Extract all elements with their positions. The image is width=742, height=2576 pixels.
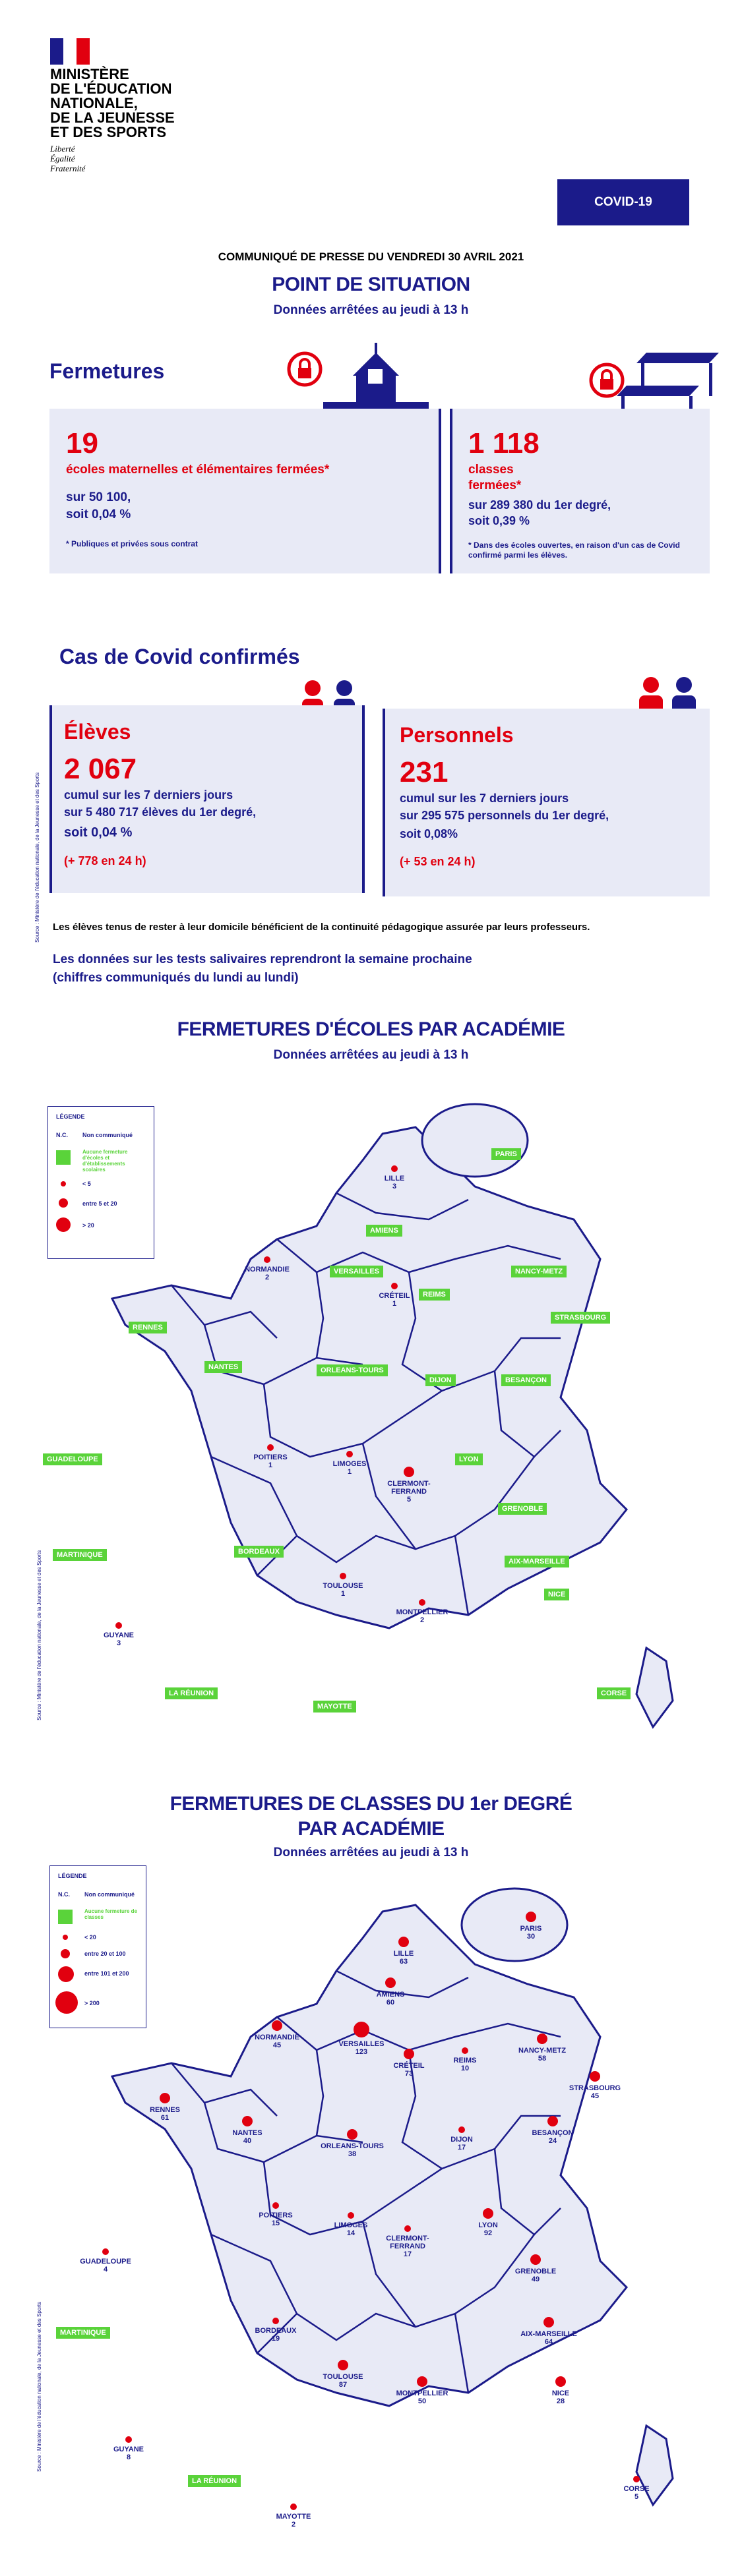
map2-subtitle: Données arrêtées au jeudi à 13 h	[273, 1846, 469, 1859]
map1-label-lille	[358, 1175, 431, 1190]
map2-value-paris: 30	[526, 1933, 536, 1941]
map2-name-toulouse: TOULOUSE	[323, 2373, 363, 2381]
map1-name-poitiers: POITIERS	[253, 1453, 288, 1461]
map2-label-guadeloupe	[69, 2258, 142, 2273]
fermetures-title: Fermetures	[49, 359, 165, 383]
map2-dot-lille	[398, 1937, 409, 1947]
map2-value-normandie: 45	[272, 2041, 282, 2049]
map2-name-nantes: NANTES	[232, 2129, 263, 2137]
map1-value-toulouse: 1	[340, 1590, 346, 1598]
map1-value-clermont-ferrand: 5	[406, 1496, 412, 1504]
map2-label-nice	[524, 2389, 597, 2405]
map2-dot-rennes	[160, 2093, 170, 2103]
map1-tag-paris: PARIS	[491, 1148, 521, 1160]
map1-tag-besancon: BESANÇON	[501, 1374, 551, 1386]
map2-dot-amiens	[385, 1977, 396, 1988]
map2-label-lyon	[452, 2221, 524, 2237]
tests-line2: (chiffres communiqués du lundi au lundi)	[53, 971, 299, 985]
map2-name-dijon: DIJON	[450, 2136, 473, 2144]
classes-panel	[452, 409, 710, 573]
source-note-2: Source : Ministère de l'éducation nationale, de la Jeunesse et des Sports	[36, 1550, 42, 1720]
map2-name-guyane: GUYANE	[113, 2445, 144, 2453]
map2-label-rennes	[129, 2106, 201, 2122]
map2-label-grenoble	[499, 2268, 572, 2283]
map1-tag-la-reunion: LA RÉUNION	[165, 1687, 218, 1699]
map2-name-limoges: LIMOGES	[334, 2221, 368, 2229]
map2-title-line2: PAR ACADÉMIE	[297, 1818, 445, 1840]
map1-subtitle: Données arrêtées au jeudi à 13 h	[273, 1048, 469, 1062]
map2-label-strasbourg	[559, 2084, 631, 2100]
map2-value-poitiers: 15	[271, 2219, 280, 2227]
map2-name-grenoble: GRENOBLE	[514, 2268, 557, 2275]
map1-value-creteil: 1	[392, 1300, 397, 1308]
map1-dot-toulouse	[340, 1573, 346, 1579]
map2-value-reims: 10	[460, 2064, 470, 2072]
map2-dot-versailles	[354, 2022, 369, 2037]
map2-label-normandie	[241, 2034, 313, 2049]
map2-label-dijon	[425, 2136, 498, 2152]
map2-value-aix-marseille: 64	[544, 2338, 553, 2346]
continuite-note: Les élèves tenus de rester à leur domicile bénéficient de la continuité pédagogique assurée par leurs professeurs.	[53, 922, 590, 933]
map2-dot-besancon	[547, 2116, 558, 2126]
map2-value-guadeloupe: 4	[103, 2266, 108, 2273]
map1-tag-nice: NICE	[544, 1589, 569, 1600]
map1-label-montpellier	[386, 1608, 458, 1624]
map2-name-bordeaux: BORDEAUX	[255, 2327, 297, 2335]
map1-name-creteil: CRÉTEIL	[379, 1292, 410, 1300]
map2-value-creteil: 73	[404, 2070, 414, 2078]
map2-value-strasbourg: 45	[590, 2092, 600, 2100]
personnels-line1: cumul sur les 7 derniers jours	[400, 792, 569, 805]
map2-name-normandie: NORMANDIE	[255, 2034, 299, 2041]
map2-value-grenoble: 49	[531, 2275, 540, 2283]
personnels-count: 231	[400, 756, 448, 788]
map2-tag-martinique: MARTINIQUE	[56, 2327, 110, 2339]
map2-title-line1: FERMETURES DE CLASSES DU 1er DEGRÉ	[170, 1793, 572, 1815]
map2-tag-la-reunion: LA RÉUNION	[188, 2475, 241, 2487]
map1-dot-normandie	[264, 1256, 270, 1263]
map2-name-versailles: VERSAILLES	[338, 2040, 385, 2048]
classes-line2: soit 0,39 %	[468, 514, 530, 527]
map2-dot-orleans-tours	[347, 2129, 357, 2140]
map2-dot-guyane	[125, 2436, 132, 2443]
map1-label-normandie	[231, 1266, 303, 1281]
map2-dot-clermont-ferrand	[404, 2225, 411, 2232]
map2-value-clermont-ferrand: 17	[403, 2250, 412, 2258]
map2-label-montpellier	[386, 2389, 458, 2405]
map2-name-creteil: CRÉTEIL	[393, 2062, 425, 2070]
eleves-line2: sur 5 480 717 élèves du 1er degré,	[64, 805, 257, 819]
map1-title: FERMETURES D'ÉCOLES PAR ACADÉMIE	[177, 1018, 565, 1040]
map1-value-limoges: 1	[347, 1468, 352, 1476]
ecoles-line2: soit 0,04 %	[66, 508, 131, 521]
map2-value-limoges: 14	[346, 2229, 356, 2237]
map2-name-corse: CORSE	[623, 2485, 650, 2493]
map2-dot-nancy-metz	[537, 2034, 547, 2044]
map2-label-versailles	[325, 2040, 398, 2056]
map1-tag-nantes: NANTES	[204, 1361, 242, 1373]
map2-label-amiens	[354, 1991, 427, 2006]
map1-tag-rennes: RENNES	[129, 1322, 167, 1333]
map2-value-toulouse: 87	[338, 2381, 348, 2389]
map1-name-limoges: LIMOGES	[332, 1460, 367, 1468]
map2-value-nice: 28	[556, 2397, 565, 2405]
map2-name-rennes: RENNES	[150, 2106, 180, 2114]
map2-name-clermont-ferrand: CLERMONT-FERRAND	[386, 2235, 429, 2250]
map2-value-montpellier: 50	[417, 2397, 427, 2405]
map2-value-rennes: 61	[160, 2114, 170, 2122]
ecoles-note: * Publiques et privées sous contrat	[66, 539, 199, 548]
map2-name-poitiers: POITIERS	[259, 2211, 293, 2219]
map2-dot-normandie	[272, 2020, 282, 2031]
classes-label1: classes	[468, 463, 514, 477]
ecoles-label: écoles maternelles et élémentaires fermées*	[66, 463, 330, 477]
map2-dot-creteil	[404, 2049, 414, 2059]
map1-label-toulouse	[307, 1582, 379, 1598]
map1-dot-montpellier	[419, 1599, 425, 1606]
map2-dot-paris	[526, 1912, 536, 1922]
personnels-panel	[385, 709, 710, 896]
personnels-line2: sur 295 575 personnels du 1er degré,	[400, 809, 609, 822]
map2-value-lille: 63	[399, 1958, 408, 1966]
map1-tag-lyon: LYON	[455, 1453, 483, 1465]
map1-label-clermont-ferrand	[373, 1480, 445, 1504]
map2-name-strasbourg: STRASBOURG	[569, 2084, 621, 2092]
eleves-count: 2 067	[64, 753, 137, 785]
map2-dot-lyon	[483, 2208, 493, 2219]
map2-dot-grenoble	[530, 2254, 541, 2265]
map1-value-lille: 3	[392, 1183, 397, 1190]
map2-label-reims	[429, 2057, 501, 2072]
map1-name-guyane: GUYANE	[103, 1631, 135, 1639]
eleves-title: Élèves	[64, 720, 131, 744]
map1-label-limoges	[313, 1460, 386, 1476]
covid-badge: COVID-19	[557, 179, 689, 225]
map2-value-dijon: 17	[457, 2144, 466, 2152]
map2-value-orleans-tours: 38	[348, 2150, 357, 2158]
map1-value-normandie: 2	[264, 1273, 270, 1281]
map2-label-nantes	[211, 2129, 284, 2145]
ministry-motto: Liberté Égalité Fraternité	[50, 144, 86, 173]
map2-legend: LÉGENDE N.C. Non communiqué Aucune fermeture de classes < 20 entre 20 et 100 entre 101 et 200 > 200	[49, 1865, 146, 2028]
map2-dot-bordeaux	[272, 2318, 279, 2324]
eleves-panel-right-edge	[362, 705, 365, 893]
map1-tag-versailles: VERSAILLES	[330, 1266, 383, 1277]
map2-dot-reims	[462, 2047, 468, 2054]
map1-tag-bordeaux: BORDEAUX	[234, 1546, 284, 1558]
ministry-name: MINISTÈRE DE L'ÉDUCATION NATIONALE, DE LA JEUNESSE ET DES SPORTS	[50, 66, 175, 140]
eleves-delta: (+ 778 en 24 h)	[64, 854, 146, 867]
map1-tag-nancy-metz: NANCY-METZ	[511, 1266, 567, 1277]
map2-dot-aix-marseille	[543, 2317, 554, 2327]
map1-legend: LÉGENDE N.C. Non communiqué Aucune fermeture d'écoles et d'établissements scolaires < 5 entre 5 et 20 > 20	[47, 1106, 154, 1259]
map2-dot-dijon	[458, 2126, 465, 2133]
map2-name-aix-marseille: AIX-MARSEILLE	[520, 2330, 577, 2338]
map2-name-lille: LILLE	[393, 1950, 414, 1958]
map2-value-versailles: 123	[355, 2048, 368, 2056]
map2-name-mayotte: MAYOTTE	[276, 2513, 311, 2521]
map1-tag-mayotte: MAYOTTE	[313, 1701, 356, 1712]
map2-dot-nice	[555, 2376, 566, 2387]
map1-tag-reims: REIMS	[419, 1289, 450, 1301]
map2-value-guyane: 8	[126, 2453, 131, 2461]
map1-tag-strasbourg: STRASBOURG	[551, 1312, 610, 1324]
map2-label-paris	[495, 1925, 567, 1941]
flag-icon	[50, 38, 90, 65]
map2-dot-mayotte	[290, 2503, 297, 2510]
map1-name-normandie: NORMANDIE	[245, 1266, 290, 1273]
map2-dot-corse	[633, 2476, 640, 2482]
map2-label-lille	[367, 1950, 440, 1966]
point-subtitle: Données arrêtées au jeudi à 13 h	[273, 303, 469, 317]
map2-dot-guadeloupe	[102, 2248, 109, 2255]
communique-date: COMMUNIQUÉ DE PRESSE DU VENDREDI 30 AVRIL 2021	[218, 250, 524, 263]
map2-label-guyane	[92, 2445, 165, 2461]
map1-label-guyane	[82, 1631, 155, 1647]
map2-name-guadeloupe: GUADELOUPE	[80, 2258, 131, 2266]
map2-dot-montpellier	[417, 2376, 427, 2387]
map1-tag-guadeloupe: GUADELOUPE	[43, 1453, 102, 1465]
map2-value-lyon: 92	[483, 2229, 493, 2237]
cas-title: Cas de Covid confirmés	[59, 645, 300, 668]
ecoles-line1: sur 50 100,	[66, 490, 131, 504]
map2-label-orleans-tours	[316, 2142, 388, 2158]
eleves-line1: cumul sur les 7 derniers jours	[64, 788, 233, 802]
map1-tag-dijon: DIJON	[425, 1374, 456, 1386]
map1-name-clermont-ferrand: CLERMONT-FERRAND	[387, 1480, 431, 1496]
map2-label-toulouse	[307, 2373, 379, 2389]
map1-tag-orleans-tours: ORLEANS-TOURS	[317, 1364, 388, 1376]
map2-label-bordeaux	[239, 2327, 312, 2343]
map2-value-bordeaux: 19	[271, 2335, 280, 2343]
map2-dot-strasbourg	[590, 2071, 600, 2082]
map1-label-poitiers	[234, 1453, 307, 1469]
map2-name-nice: NICE	[551, 2389, 570, 2397]
map2-value-amiens: 60	[386, 1999, 395, 2006]
map1-dot-creteil	[391, 1283, 398, 1289]
classes-label2: fermées*	[468, 479, 522, 492]
map2-label-mayotte	[257, 2513, 330, 2529]
map2-label-poitiers	[239, 2211, 312, 2227]
map2-dot-poitiers	[272, 2202, 279, 2209]
map1-dot-clermont-ferrand	[404, 1467, 414, 1477]
map1-tag-grenoble: GRENOBLE	[498, 1503, 547, 1515]
map1-dot-poitiers	[267, 1444, 274, 1451]
map1-name-toulouse: TOULOUSE	[323, 1582, 363, 1590]
map1-value-poitiers: 1	[268, 1461, 273, 1469]
eleves-panel	[52, 705, 362, 893]
classes-count: 1 118	[468, 427, 540, 459]
map2-label-clermont-ferrand	[371, 2235, 444, 2258]
map2-value-mayotte: 2	[291, 2521, 296, 2529]
source-note-1: Source : Ministère de l'éducation nationale, de la Jeunesse et des Sports	[34, 772, 40, 943]
ministry-logo	[25, 26, 197, 198]
map1-tag-aix-marseille: AIX-MARSEILLE	[505, 1556, 569, 1567]
map2-name-paris: PARIS	[520, 1925, 542, 1933]
personnels-title: Personnels	[400, 723, 514, 747]
map2-value-corse: 5	[634, 2493, 639, 2501]
map2-name-besancon: BESANÇON	[532, 2129, 574, 2137]
map2-dot-toulouse	[338, 2360, 348, 2370]
ecoles-count: 19	[66, 427, 98, 459]
map2-name-lyon: LYON	[478, 2221, 498, 2229]
map1-tag-corse: CORSE	[597, 1687, 631, 1699]
map1-dot-lille	[391, 1165, 398, 1172]
map1-value-guyane: 3	[116, 1639, 121, 1647]
map2-name-reims: REIMS	[453, 2057, 477, 2064]
map1-value-montpellier: 2	[419, 1616, 425, 1624]
map1-dot-limoges	[346, 1451, 353, 1457]
classes-note: * Dans des écoles ouvertes, en raison d'un cas de Covid confirmé parmi les élèves.	[468, 541, 680, 560]
map2-name-orleans-tours: ORLEANS-TOURS	[321, 2142, 384, 2150]
map2-dot-nantes	[242, 2116, 253, 2126]
map2-label-nancy-metz	[506, 2047, 578, 2063]
ecoles-panel-edge	[439, 409, 441, 573]
point-title: POINT DE SITUATION	[272, 274, 470, 295]
map2-name-nancy-metz: NANCY-METZ	[518, 2047, 567, 2055]
map1-name-lille: LILLE	[384, 1175, 405, 1183]
map1-name-montpellier: MONTPELLIER	[396, 1608, 448, 1616]
personnels-line3: soit 0,08%	[400, 827, 458, 840]
map1-dot-guyane	[115, 1622, 122, 1629]
map2-name-amiens: AMIENS	[376, 1991, 405, 1999]
map1-tag-martinique: MARTINIQUE	[53, 1549, 107, 1561]
map2-value-besancon: 24	[548, 2137, 557, 2145]
map2-dot-limoges	[348, 2212, 354, 2219]
tests-line1: Les données sur les tests salivaires reprendront la semaine prochaine	[53, 952, 472, 966]
map2-label-corse	[600, 2485, 673, 2501]
map2-label-besancon	[516, 2129, 589, 2145]
map2-value-nancy-metz: 58	[538, 2055, 547, 2063]
map2-value-nantes: 40	[243, 2137, 252, 2145]
map1-tag-amiens: AMIENS	[366, 1225, 402, 1237]
ecoles-panel	[49, 409, 439, 573]
classes-line1: sur 289 380 du 1er degré,	[468, 498, 611, 512]
map2-label-aix-marseille	[512, 2330, 585, 2346]
eleves-line3: soit 0,04 %	[64, 825, 133, 840]
map2-name-montpellier: MONTPELLIER	[396, 2389, 448, 2397]
source-note-3: Source : Ministère de l'éducation nationale, de la Jeunesse et des Sports	[36, 2301, 42, 2472]
personnels-delta: (+ 53 en 24 h)	[400, 855, 476, 868]
